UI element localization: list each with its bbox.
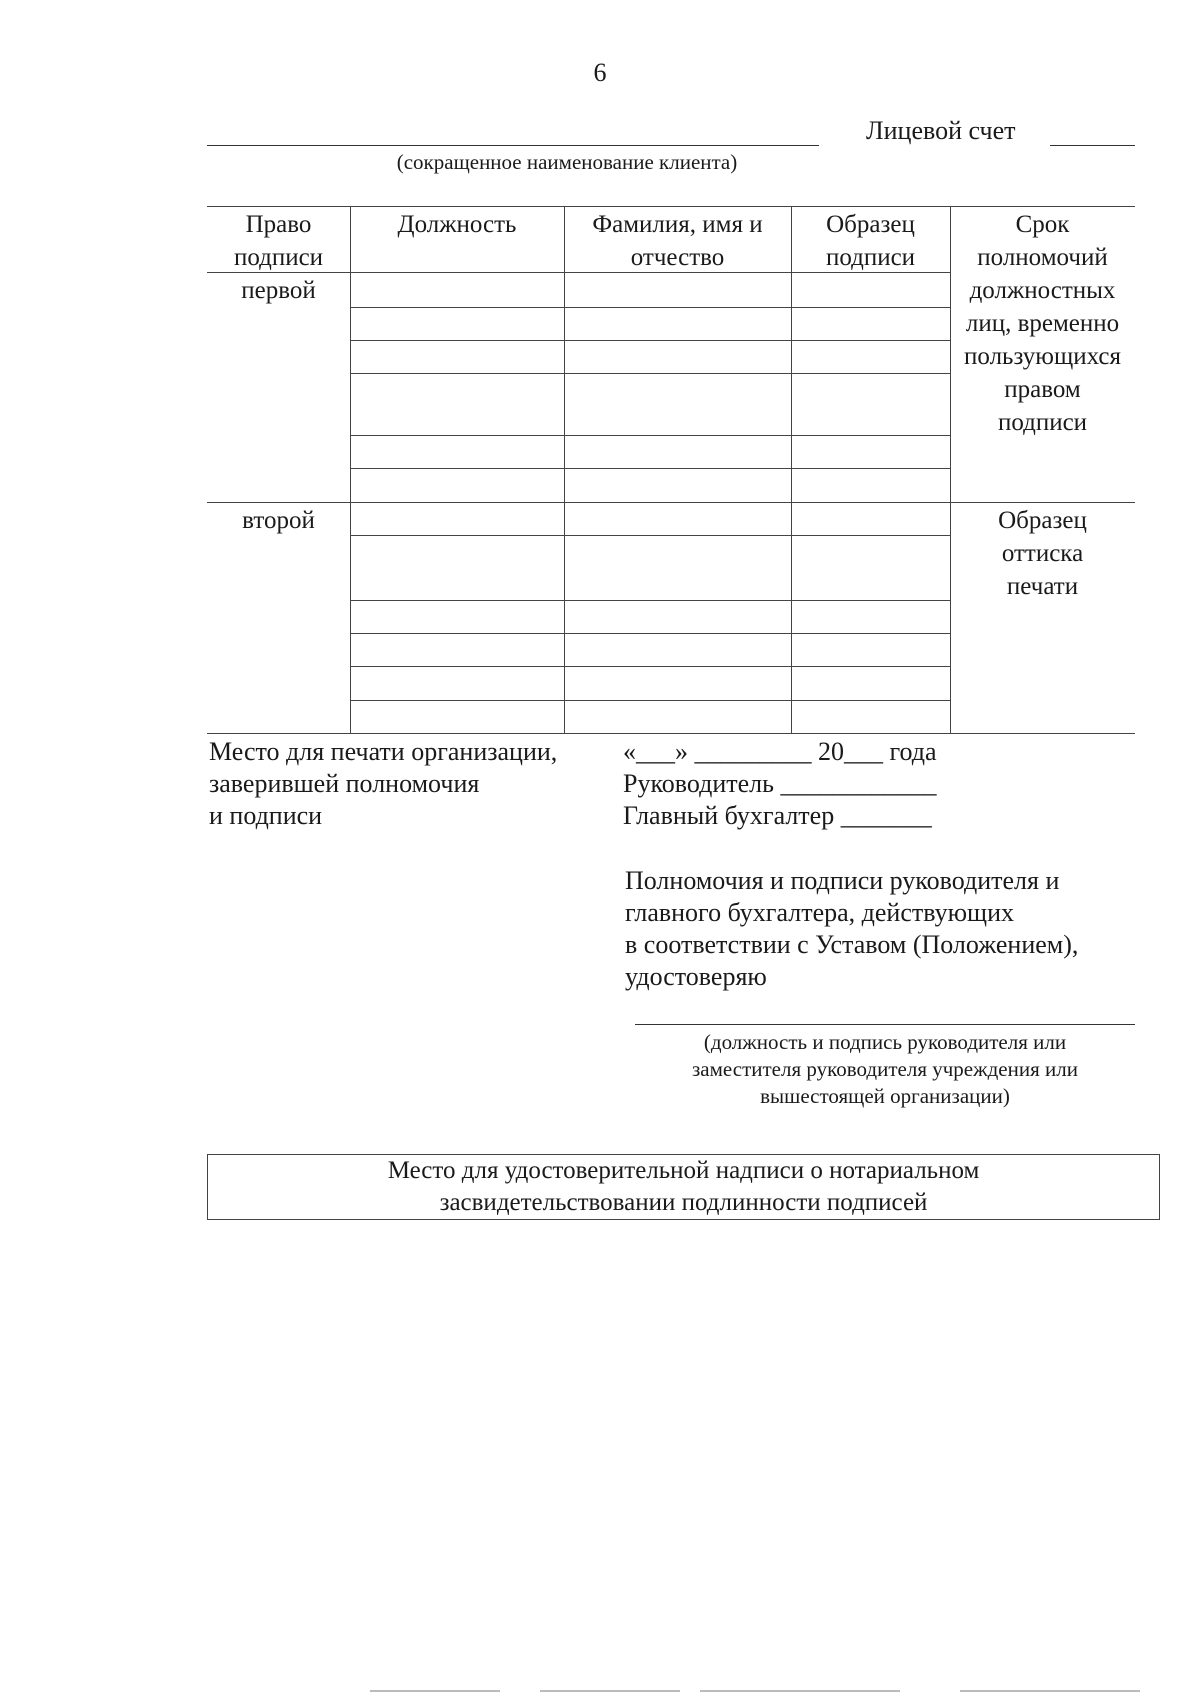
caption-text-line: вышестоящей организации) xyxy=(760,1084,1010,1108)
certifier-caption xyxy=(620,1029,1150,1110)
certify-text-line: удостоверяю xyxy=(625,962,767,991)
seal-place-text xyxy=(209,736,557,832)
header-text-line: должностных xyxy=(969,277,1116,304)
header-text-line: Должность xyxy=(397,211,517,238)
table-top-border xyxy=(207,206,1135,207)
table-row-line xyxy=(350,666,950,667)
table-column-line xyxy=(791,206,792,733)
accountant-signature-line: Главный бухгалтер _______ xyxy=(623,801,932,830)
header-text-line: Образец xyxy=(826,211,915,238)
seal-text-line: и подписи xyxy=(209,801,323,830)
table-row-line xyxy=(350,700,950,701)
table-row-line xyxy=(350,600,950,601)
table-column-line xyxy=(350,206,351,733)
notary-text-line: Место для удостоверительной надписи о нотариальном xyxy=(387,1157,980,1184)
scan-artifact xyxy=(540,1690,680,1692)
signature-table xyxy=(207,206,1135,734)
scan-artifact xyxy=(370,1690,500,1692)
header-text-line: Срок xyxy=(1015,211,1070,238)
header-text-line: полномочий xyxy=(977,244,1108,271)
header-signature-sample xyxy=(791,208,950,274)
stamp-text-line: Образец xyxy=(998,507,1087,534)
header-position xyxy=(350,208,564,241)
certify-text-line: в соответствии с Уставом (Положением), xyxy=(625,930,1079,959)
caption-text-line: заместителя руководителя учреждения или xyxy=(692,1057,1078,1081)
account-label: Лицевой счет xyxy=(866,116,1016,145)
header-text-line: правом xyxy=(1004,376,1081,403)
stamp-text-line: печати xyxy=(1006,573,1079,600)
notary-inscription-box xyxy=(207,1154,1160,1220)
first-signature-label: первой xyxy=(241,277,316,304)
stamp-text-line: оттиска xyxy=(1001,540,1084,567)
header-full-name xyxy=(564,208,791,274)
scan-artifact xyxy=(960,1690,1140,1692)
caption-text-line: (должность и подпись руководителя или xyxy=(703,1030,1067,1054)
account-number-line xyxy=(1050,145,1135,146)
header-text-line: подписи xyxy=(997,409,1088,436)
table-row-line xyxy=(350,468,950,469)
certify-text-line: Полномочия и подписи руководителя и xyxy=(625,866,1060,895)
signatures-block xyxy=(623,736,937,832)
header-text-line: отчество xyxy=(630,244,725,271)
certify-text-line: главного бухгалтера, действующих xyxy=(625,898,1014,927)
table-column-line xyxy=(564,206,565,733)
client-name-line xyxy=(207,145,819,146)
certification-text xyxy=(625,865,1078,993)
header-text-line: лиц, временно xyxy=(965,310,1120,337)
header-text-line: пользующихся xyxy=(964,343,1121,370)
table-bottom-border xyxy=(207,733,1135,734)
header-signature-right xyxy=(207,208,350,274)
scan-artifact xyxy=(700,1690,900,1692)
seal-text-line: Место для печати организации, xyxy=(209,737,558,766)
seal-text-line: заверившей полномочия xyxy=(209,769,480,798)
date-line: «___» _________ 20___ года xyxy=(623,737,937,766)
table-row-line xyxy=(350,373,950,374)
table-row-line xyxy=(350,340,950,341)
client-name-caption: (сокращенное наименование клиента) xyxy=(396,150,738,174)
header-text-line: подписи xyxy=(233,244,324,271)
head-signature-line: Руководитель ____________ xyxy=(623,769,937,798)
second-signature-label: второй xyxy=(242,507,315,534)
table-row-line xyxy=(350,435,950,436)
header-text-line: Фамилия, имя и xyxy=(592,211,763,238)
table-group-divider xyxy=(207,502,1135,503)
table-row-line xyxy=(350,633,950,634)
table-row-line xyxy=(350,307,950,308)
header-authority-term xyxy=(950,208,1135,439)
header-text-line: Право xyxy=(245,211,312,238)
stamp-sample-label xyxy=(950,504,1135,603)
certifier-signature-line xyxy=(635,1024,1135,1025)
header-text-line: подписи xyxy=(825,244,916,271)
notary-text-line: засвидетельствовании подлинности подписей xyxy=(439,1189,928,1216)
table-row-line xyxy=(350,535,950,536)
page-number: 6 xyxy=(593,58,607,87)
